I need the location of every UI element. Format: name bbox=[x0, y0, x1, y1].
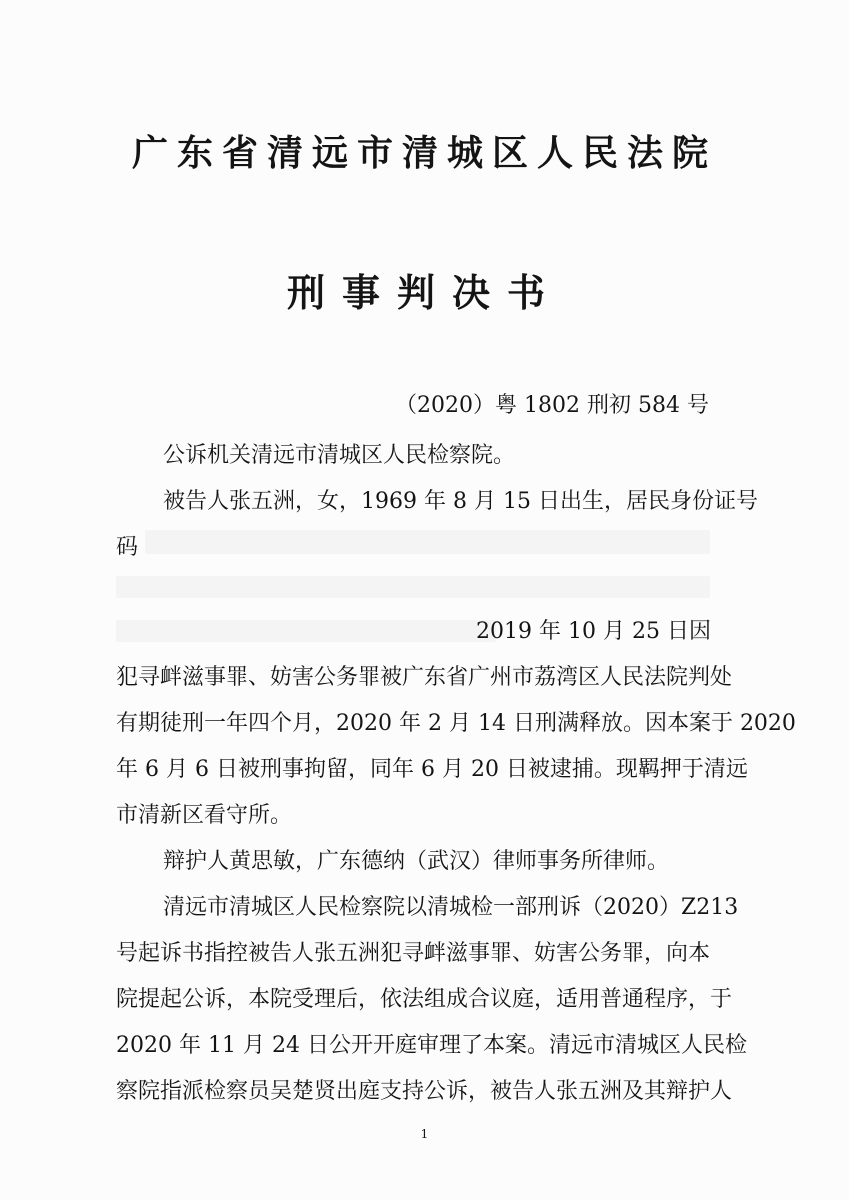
body-line: 院提起公诉，本院受理后，依法组成合议庭，适用普通程序，于 bbox=[116, 987, 733, 1012]
redacted-text bbox=[116, 576, 710, 598]
defendant-line-cont: 码 bbox=[116, 535, 139, 560]
case-number: （2020）粤 1802 刑初 584 号 bbox=[395, 393, 709, 418]
court-name: 广东省清远市清城区人民法院 bbox=[131, 132, 717, 174]
document-title: 刑事判决书 bbox=[286, 270, 562, 315]
prosecution-line: 公诉机关清远市清城区人民检察院。 bbox=[163, 443, 516, 468]
redacted-text bbox=[116, 620, 496, 642]
body-line: 市清新区看守所。 bbox=[116, 803, 293, 828]
body-line: 有期徒刑一年四个月，2020 年 2 月 14 日刑满释放。因本案于 2020 bbox=[116, 711, 796, 736]
body-line: 清远市清城区人民检察院以清城检一部刑诉（2020）Z213 bbox=[163, 895, 739, 920]
body-line: 号起诉书指控被告人张五洲犯寻衅滋事罪、妨害公务罪，向本 bbox=[116, 941, 711, 966]
body-line: 察院指派检察员吴楚贤出庭支持公诉，被告人张五洲及其辩护人 bbox=[116, 1079, 733, 1104]
prior-record-line: 2019 年 10 月 25 日因 bbox=[476, 619, 711, 644]
page-number: 1 bbox=[420, 1127, 429, 1141]
defendant-line: 被告人张五洲，女，1969 年 8 月 15 日出生，居民身份证号 bbox=[163, 489, 758, 514]
body-line: 年 6 月 6 日被刑事拘留，同年 6 月 20 日被逮捕。现羁押于清远 bbox=[116, 757, 748, 782]
defense-counsel-line: 辩护人黄思敏，广东德纳（武汉）律师事务所律师。 bbox=[163, 849, 670, 874]
body-line: 犯寻衅滋事罪、妨害公务罪被广东省广州市荔湾区人民法院判处 bbox=[116, 665, 733, 690]
redacted-text bbox=[145, 530, 710, 554]
body-line: 2020 年 11 月 24 日公开开庭审理了本案。清远市清城区人民检 bbox=[116, 1033, 747, 1058]
